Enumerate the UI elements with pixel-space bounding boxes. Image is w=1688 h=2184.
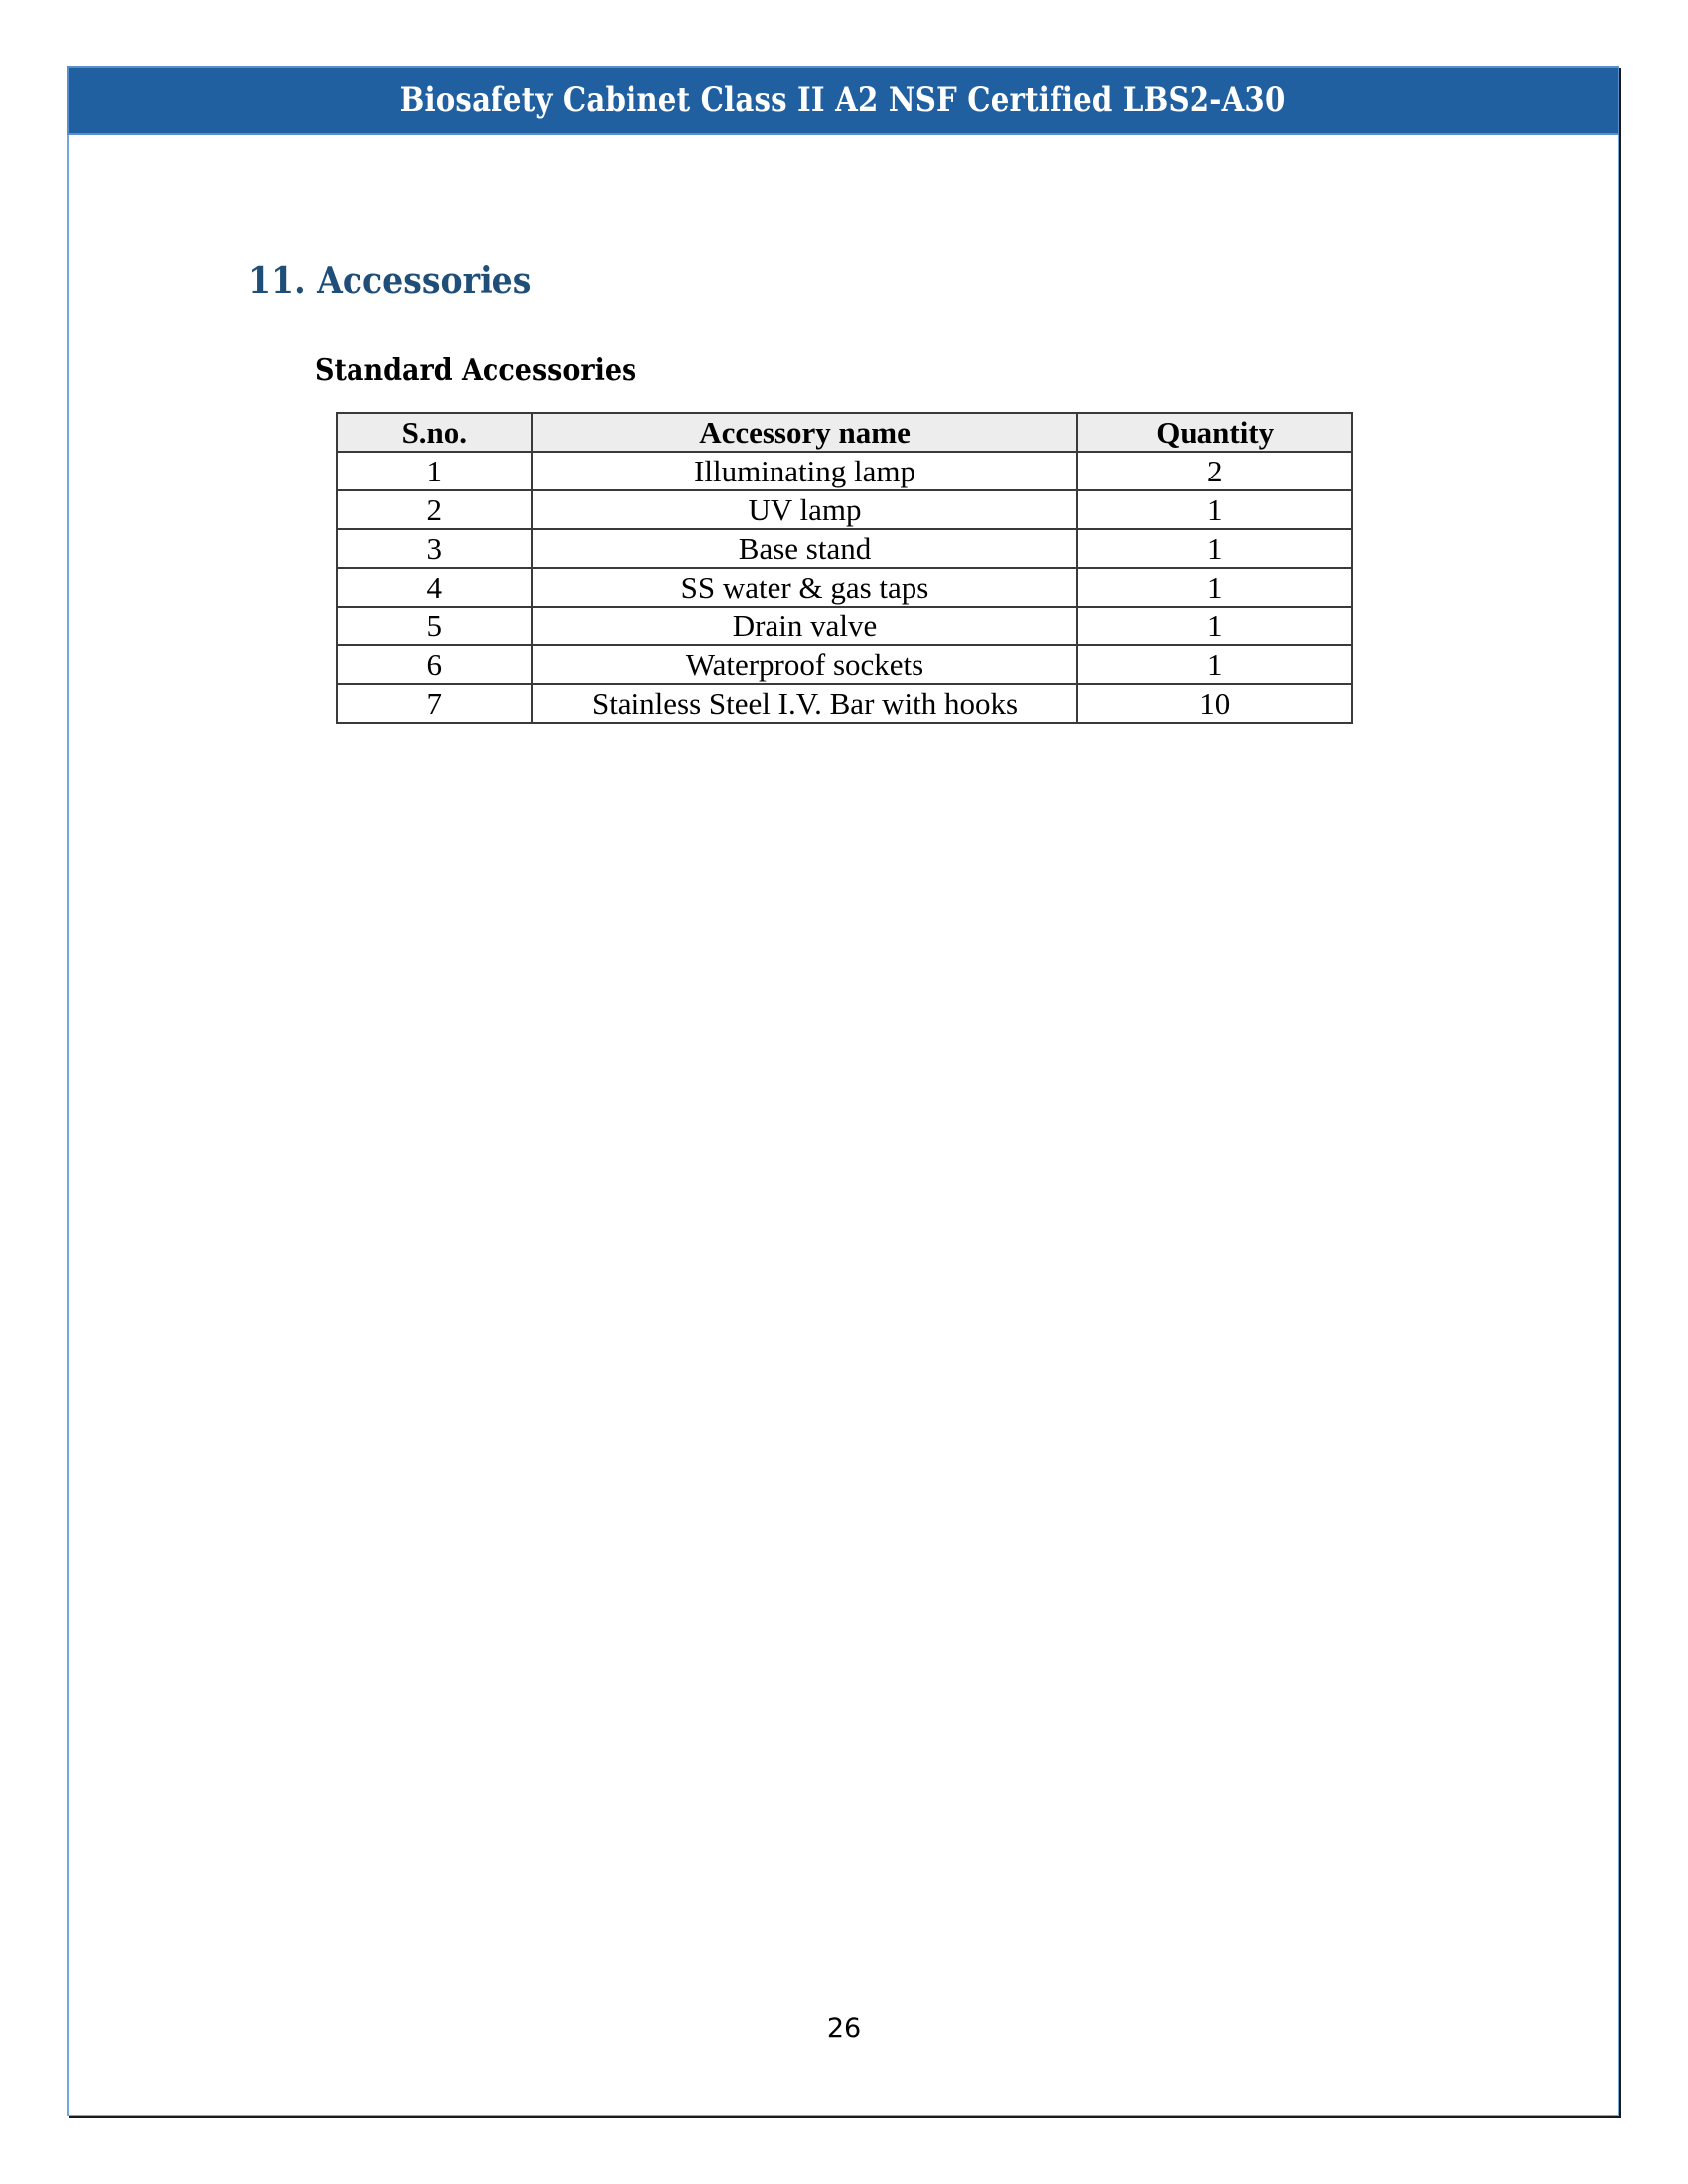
cell-accessory-name: Base stand bbox=[532, 529, 1078, 568]
cell-accessory-name: Stainless Steel I.V. Bar with hooks bbox=[532, 684, 1078, 723]
column-header-sno: S.no. bbox=[337, 413, 532, 452]
page-frame bbox=[67, 66, 1619, 2116]
cell-quantity: 1 bbox=[1077, 607, 1352, 645]
cell-quantity: 10 bbox=[1077, 684, 1352, 723]
cell-sno: 2 bbox=[337, 490, 532, 529]
cell-sno: 4 bbox=[337, 568, 532, 607]
table-row bbox=[337, 607, 1352, 645]
cell-sno: 3 bbox=[337, 529, 532, 568]
table-row bbox=[337, 568, 1352, 607]
cell-sno: 6 bbox=[337, 645, 532, 684]
cell-quantity: 1 bbox=[1077, 490, 1352, 529]
cell-accessory-name: SS water & gas taps bbox=[532, 568, 1078, 607]
document-header-bar bbox=[67, 66, 1619, 135]
accessories-table bbox=[336, 412, 1353, 724]
cell-accessory-name: Waterproof sockets bbox=[532, 645, 1078, 684]
table-row bbox=[337, 529, 1352, 568]
table-row bbox=[337, 490, 1352, 529]
column-header-accessory-name: Accessory name bbox=[532, 413, 1078, 452]
table-row bbox=[337, 452, 1352, 490]
cell-accessory-name: Illuminating lamp bbox=[532, 452, 1078, 490]
cell-quantity: 1 bbox=[1077, 568, 1352, 607]
cell-sno: 1 bbox=[337, 452, 532, 490]
cell-quantity: 1 bbox=[1077, 529, 1352, 568]
cell-sno: 7 bbox=[337, 684, 532, 723]
cell-quantity: 2 bbox=[1077, 452, 1352, 490]
section-title: 11. Accessories bbox=[248, 260, 532, 302]
page-number: 26 bbox=[826, 2013, 862, 2044]
cell-sno: 5 bbox=[337, 607, 532, 645]
cell-quantity: 1 bbox=[1077, 645, 1352, 684]
cell-accessory-name: UV lamp bbox=[532, 490, 1078, 529]
table-row bbox=[337, 645, 1352, 684]
table-row bbox=[337, 684, 1352, 723]
table-header-row bbox=[337, 413, 1352, 452]
cell-accessory-name: Drain valve bbox=[532, 607, 1078, 645]
document-title: Biosafety Cabinet Class II A2 NSF Certified LBS2-A30 bbox=[400, 80, 1286, 120]
subsection-title: Standard Accessories bbox=[315, 353, 637, 388]
column-header-quantity: Quantity bbox=[1077, 413, 1352, 452]
